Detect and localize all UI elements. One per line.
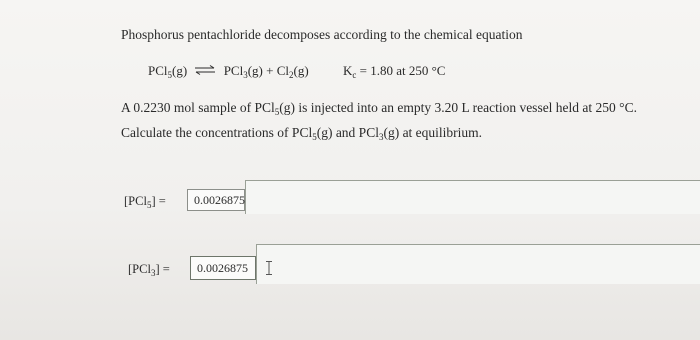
product1-state: (g) xyxy=(247,63,263,78)
calc-text-pre: Calculate the concentrations of PCl xyxy=(121,125,313,140)
calc-text-mid: (g) and PCl xyxy=(316,125,379,140)
pcl5-label-subscript: 5 xyxy=(146,200,152,210)
sample-text-pre: A 0.2230 mol sample of PCl xyxy=(121,100,275,115)
pcl3-label-post: ] = xyxy=(155,262,170,276)
question-intro xyxy=(121,27,523,43)
calc-text-post: (g) at equilibrium. xyxy=(383,125,483,140)
product1-subscript: 3 xyxy=(243,70,248,80)
intro-text: Phosphorus pentachloride decomposes according to the chemical equation xyxy=(121,27,523,42)
calc-subscript-1: 5 xyxy=(312,132,317,142)
sample-statement xyxy=(121,100,637,117)
equilibrium-arrow-icon xyxy=(194,64,216,79)
equilibrium-constant xyxy=(343,63,445,80)
product2-formula: Cl xyxy=(276,63,290,78)
text-cursor-icon xyxy=(265,260,273,276)
answer-field-area-pcl5[interactable] xyxy=(245,180,700,214)
pcl5-concentration-label xyxy=(124,194,166,210)
calculate-instruction xyxy=(121,125,482,142)
pcl5-answer-value: 0.0026875 xyxy=(194,192,245,207)
pcl5-label-post: ] = xyxy=(151,194,166,208)
product2-subscript: 2 xyxy=(289,70,294,80)
kc-subscript: c xyxy=(352,70,357,80)
answer-row-pcl3 xyxy=(0,244,700,286)
calc-subscript-2: 3 xyxy=(378,132,384,142)
product1-formula: PCl xyxy=(223,63,244,78)
kc-value: = 1.80 at 250 °C xyxy=(359,63,446,78)
pcl3-concentration-label xyxy=(128,262,170,278)
chemical-equation xyxy=(148,63,309,80)
product2-state: (g) xyxy=(293,63,309,78)
pcl3-answer-input[interactable] xyxy=(190,256,256,280)
pcl3-label-subscript: 3 xyxy=(150,268,156,278)
pcl3-label-pre: [PCl xyxy=(128,262,151,276)
pcl3-answer-value: 0.0026875 xyxy=(197,260,248,275)
pcl5-answer-input[interactable] xyxy=(187,189,245,211)
kc-symbol: K xyxy=(343,63,353,78)
plus-sign: + xyxy=(266,63,274,78)
answer-row-pcl5 xyxy=(0,177,700,217)
reactant-formula: PCl xyxy=(148,63,168,78)
sample-text-post: (g) is injected into an empty 3.20 L reaction vessel held at 250 °C. xyxy=(279,100,637,115)
sample-subscript: 5 xyxy=(274,107,280,117)
answer-field-area-pcl3[interactable] xyxy=(256,244,700,284)
reactant-subscript: 5 xyxy=(167,70,173,80)
pcl5-label-pre: [PCl xyxy=(124,194,147,208)
reactant-state: (g) xyxy=(172,63,188,78)
